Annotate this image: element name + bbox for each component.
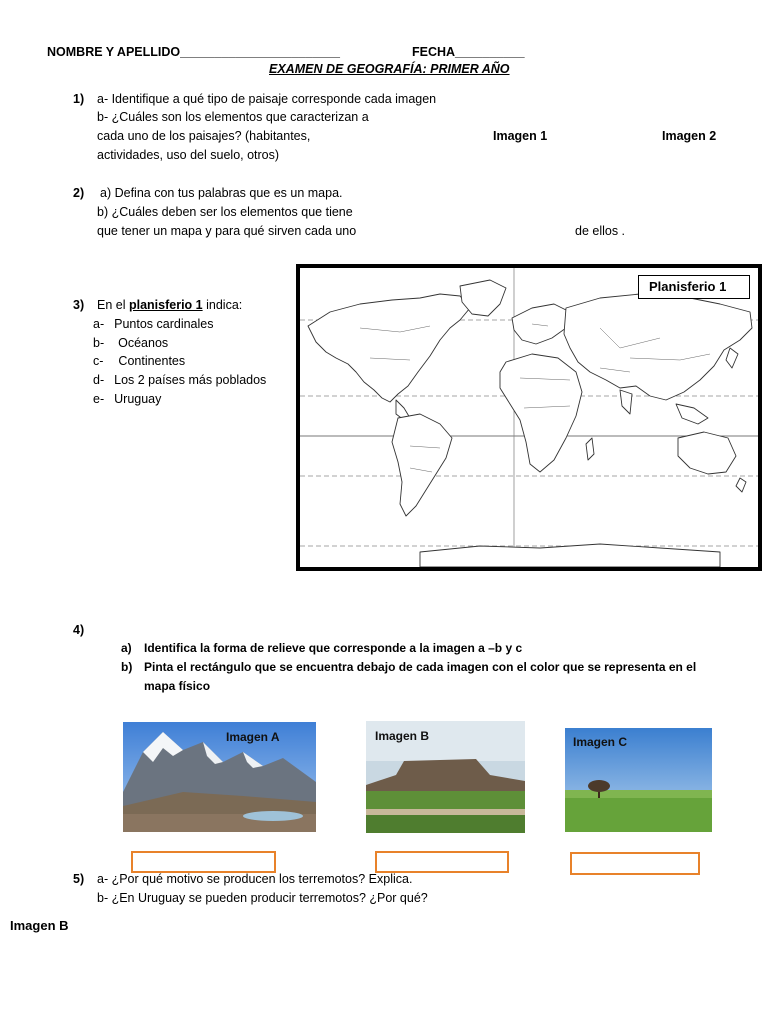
world-map-planisferio [296,264,762,571]
q2-line-b1: b) ¿Cuáles deben ser los elementos que tiene [97,205,353,219]
q3-item-text: Continentes [118,354,186,368]
image-a-label: Imagen A [226,730,280,744]
q4-a-text: Identifica la forma de relieve que corresponde a la imagen a –b y c [144,641,523,655]
q1-image1-label: Imagen 1 [493,129,548,143]
q3-item-letter: d- [93,373,105,387]
q5-number: 5) [73,872,85,886]
q4-b-text1: Pinta el rectángulo que se encuentra debajo de cada imagen con el color que se representa en el [144,660,697,674]
image-c-plain [565,728,712,832]
color-box-a[interactable] [131,851,276,873]
q2-number: 2) [73,186,85,200]
q3-intro [97,298,242,312]
q4-b-text2: mapa físico [144,679,211,693]
q2-line-b2: que tener un mapa y para qué sirven cada uno [97,224,357,238]
q3-item-b [93,336,168,350]
q3-item-d [93,373,266,387]
q3-item-letter: e- [93,392,105,406]
q3-intro-link: planisferio 1 [128,298,203,312]
q4-a-letter: a) [121,641,132,655]
q1-line-b1: b- ¿Cuáles son los elementos que caracterizan a [97,110,369,124]
stray-image-b-label: Imagen B [10,918,69,933]
q3-item-text: Océanos [118,336,169,350]
map-title-box: Planisferio 1 [638,275,750,299]
q5-line-b: b- ¿En Uruguay se pueden producir terremotos? ¿Por qué? [97,891,428,905]
q1-line-b2: cada uno de los paisajes? (habitantes, [97,129,311,143]
q3-item-text: Los 2 países más poblados [114,373,267,387]
q1-number: 1) [73,92,85,106]
q1-image2-label: Imagen 2 [662,129,717,143]
q2-line-a: a) Defina con tus palabras que es un mapa. [100,186,343,200]
q1-line-a: a- Identifique a qué tipo de paisaje corresponde cada imagen [97,92,437,106]
q3-item-text: Puntos cardinales [114,317,214,331]
image-a-mountains [123,722,316,832]
q3-item-text: Uruguay [114,392,162,406]
q1-line-b3: actividades, uso del suelo, otros) [97,148,280,162]
image-b-label: Imagen B [375,729,430,743]
color-box-c[interactable] [570,852,700,875]
date-field-label: FECHA__________ [412,45,525,59]
name-field-label: NOMBRE Y APELLIDO_______________________ [47,45,341,59]
image-b-plateau [366,721,525,833]
q3-number: 3) [73,298,85,312]
q2-line-b3: de ellos . [575,224,626,238]
exam-title: EXAMEN DE GEOGRAFÍA: PRIMER AÑO [269,62,510,76]
world-map-outline [300,268,758,567]
q3-intro-post: indica: [206,298,243,312]
q3-intro-pre: En el [97,298,126,312]
q3-item-letter: b- [93,336,105,350]
q5-line-a: a- ¿Por qué motivo se producen los terremotos? Explica. [97,872,413,886]
q3-item-e [93,392,161,406]
q3-item-a [93,317,214,331]
q4-number: 4) [73,623,85,637]
q3-item-letter: c- [93,354,104,368]
image-c-label: Imagen C [573,735,628,749]
q3-item-letter: a- [93,317,105,331]
color-box-b[interactable] [375,851,509,873]
q3-item-c [93,354,185,368]
q4-b-letter: b) [121,660,133,674]
